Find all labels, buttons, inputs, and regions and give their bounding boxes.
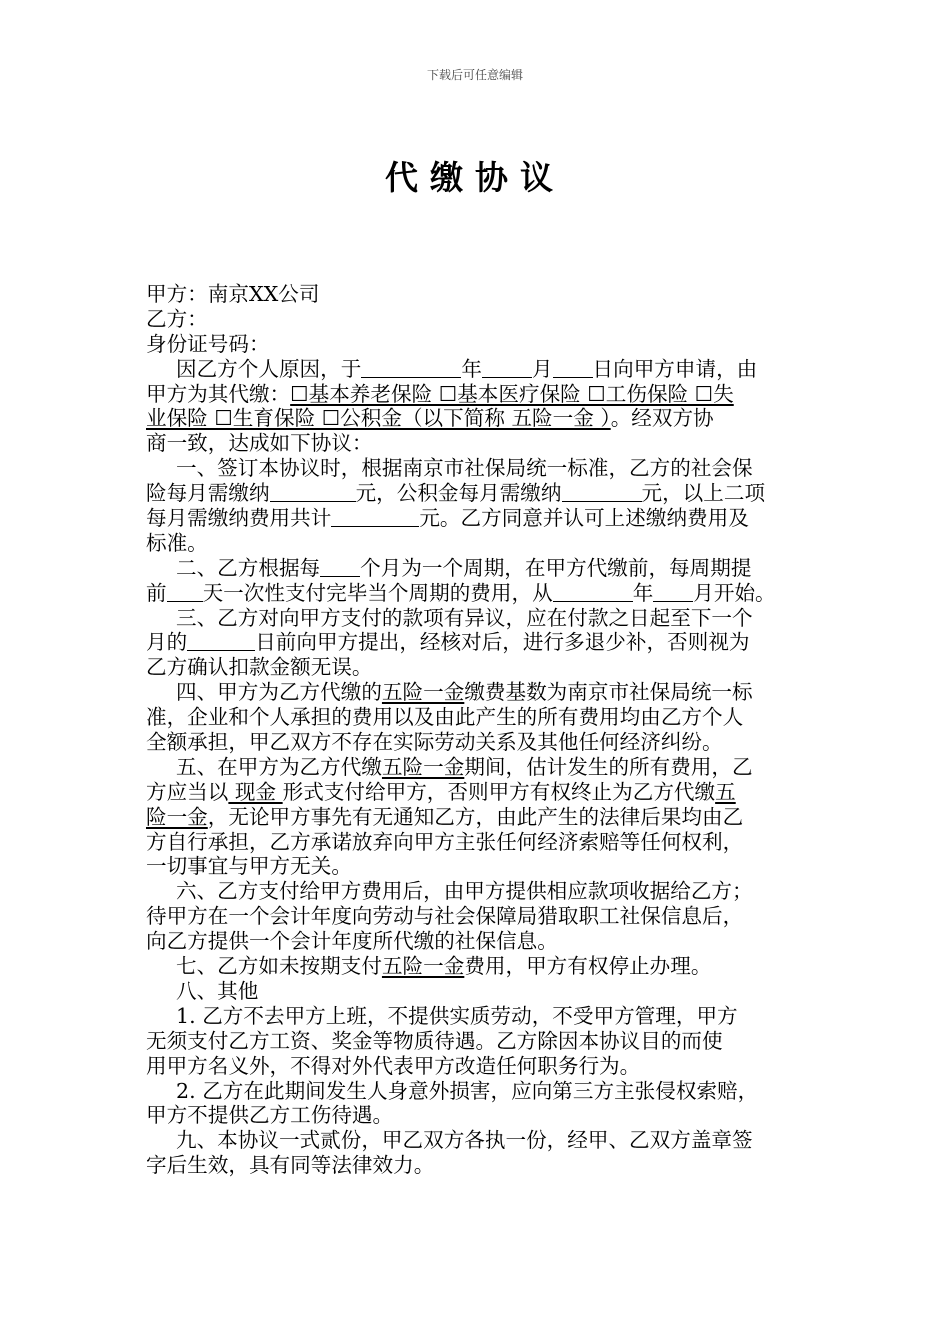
clause-1-line: 一、签订本协议时，根据南京市社保局统一标准，乙方的社会保 bbox=[176, 456, 753, 481]
clause-3-line: 乙方确认扣款金额无误。 bbox=[146, 655, 373, 680]
document-title: 代缴协议 bbox=[385, 158, 565, 197]
clause-text: 元，公积金每月需缴纳 bbox=[355, 481, 562, 506]
social-insurance-amount-blank[interactable] bbox=[270, 481, 356, 502]
intro-text: 甲方为其代缴： bbox=[146, 381, 291, 406]
clause-text: 元。乙方同意并认可上述缴纳费用及 bbox=[419, 506, 749, 531]
id-number-line: 身份证号码： bbox=[146, 331, 270, 356]
underlined-term: 五险一金 bbox=[381, 680, 465, 705]
start-year-blank[interactable] bbox=[553, 581, 633, 602]
clause-text: 元，以上二项 bbox=[641, 481, 766, 506]
year-blank[interactable] bbox=[361, 357, 461, 378]
clause-5-line bbox=[146, 780, 808, 805]
intro-text: 年 bbox=[461, 356, 482, 381]
clause-1-line bbox=[146, 506, 808, 531]
clause-text: 五、在甲方为乙方代缴 bbox=[176, 754, 382, 779]
clause-text: 七、乙方如未按期支付 bbox=[176, 954, 382, 979]
clause-text: 四、甲方为乙方代缴的 bbox=[176, 680, 382, 705]
clause-3-line: 三、乙方对向甲方支付的款项有异议，应在付款之日起至下一个 bbox=[176, 605, 753, 630]
month-blank[interactable] bbox=[482, 357, 532, 378]
clause-text: 日前向甲方提出，经核对后，进行多退少补，否则视为 bbox=[255, 630, 750, 655]
clause-4-line: 全额承担，甲乙双方不存在实际劳动关系及其他任何经济纠纷。 bbox=[146, 730, 723, 755]
underlined-term: 险一金 bbox=[146, 804, 208, 829]
clause-8-item: 甲方不提供乙方工伤待遇。 bbox=[146, 1103, 394, 1128]
clause-text: 形式支付给甲方，否则甲方有权终止为乙方代缴 bbox=[282, 779, 716, 804]
clause-4-line: 准，企业和个人承担的费用以及由此产生的所有费用均由乙方个人 bbox=[146, 705, 744, 730]
clause-text: 二、乙方根据每 bbox=[176, 555, 321, 580]
clause-text: 期间，估计发生的所有费用，乙 bbox=[464, 754, 753, 779]
clause-6-line: 待甲方在一个会计年度向劳动与社会保障局猎取职工社保信息后， bbox=[146, 904, 744, 929]
clause-8-item: 无须支付乙方工资、奖金等物质待遇。乙方除因本协议目的而使 bbox=[146, 1028, 723, 1053]
header-note: 下载后可任意编辑 bbox=[426, 68, 523, 82]
clause-5-line bbox=[146, 805, 808, 830]
intro-text: 。经双方协 bbox=[610, 406, 714, 431]
clause-5-line: 方自行承担，乙方承诺放弃向甲方主张任何经济索赔等任何权利， bbox=[146, 829, 744, 854]
party-a-line: 甲方：南京XX公司 bbox=[146, 282, 320, 306]
underlined-term: 五 bbox=[715, 779, 736, 804]
clause-text: 前 bbox=[146, 580, 167, 605]
clause-text: 年 bbox=[632, 580, 654, 605]
underlined-term: 五险一金 bbox=[381, 954, 465, 979]
clause-1-line bbox=[146, 481, 808, 506]
clause-8-title: 八、其他 bbox=[176, 978, 259, 1003]
intro-line: 商一致，达成如下协议： bbox=[146, 431, 373, 456]
clause-5-line bbox=[146, 755, 808, 780]
clause-text: 每月需缴纳费用共计 bbox=[146, 506, 332, 531]
agreement-body bbox=[146, 282, 808, 1178]
start-month-blank[interactable] bbox=[653, 581, 693, 602]
clause-text: 月的 bbox=[146, 630, 188, 655]
clause-8-item: 2. 乙方在此期间发生人身意外损害，应向第三方主张侵权索赔， bbox=[176, 1078, 759, 1103]
day-blank[interactable] bbox=[553, 357, 593, 378]
clause-5-line: 一切事宜与甲方无关。 bbox=[146, 854, 352, 879]
total-amount-blank[interactable] bbox=[331, 506, 419, 527]
clause-text: 方应当以 bbox=[146, 779, 229, 804]
objection-day-blank[interactable] bbox=[187, 630, 255, 651]
payment-method: 现金 bbox=[228, 779, 283, 804]
clause-text: 费用，甲方有权停止办理。 bbox=[464, 954, 712, 979]
party-b-line: 乙方： bbox=[146, 306, 208, 331]
clause-2-line bbox=[146, 581, 808, 606]
intro-text: 日向甲方申请，由 bbox=[592, 356, 758, 381]
clause-text: 险每月需缴纳 bbox=[146, 481, 270, 506]
intro-text: 因乙方个人原因，于 bbox=[176, 356, 362, 381]
clause-text: 月开始。 bbox=[693, 580, 776, 605]
housing-fund-amount-blank[interactable] bbox=[562, 481, 642, 502]
clause-2-line bbox=[146, 556, 808, 581]
clause-6-line: 向乙方提供一个会计年度所代缴的社保信息。 bbox=[146, 929, 558, 954]
clause-7-line bbox=[146, 954, 808, 979]
clause-8-item: 用甲方名义外，不得对外代表甲方改造任何职务行为。 bbox=[146, 1053, 641, 1078]
insurance-options: ☐基本养老保险 ☐基本医疗保险 ☐工伤保险 ☐失 bbox=[290, 381, 734, 406]
intro-line bbox=[146, 382, 808, 407]
clause-text: 天一次性支付完毕当个周期的费用，从 bbox=[202, 580, 553, 605]
cycle-months-blank[interactable] bbox=[320, 556, 360, 577]
clause-9-line: 九、本协议一式贰份，甲乙双方各执一份，经甲、乙双方盖章签 bbox=[176, 1128, 753, 1153]
clause-3-line bbox=[146, 630, 808, 655]
clause-text: 个月为一个周期，在甲方代缴前，每周期提 bbox=[360, 555, 752, 580]
underlined-term: 五险一金 bbox=[381, 754, 465, 779]
days-before-blank[interactable] bbox=[167, 581, 203, 602]
clause-8-item: 1. 乙方不去甲方上班，不提供实质劳动，不受甲方管理，甲方 bbox=[176, 1003, 738, 1028]
clause-9-line: 字后生效，具有同等法律效力。 bbox=[146, 1153, 435, 1178]
insurance-options: 业保险 ☐生育保险 ☐公积金（以下简称 五险一金 ） bbox=[146, 406, 611, 431]
clause-6-line: 六、乙方支付给甲方费用后，由甲方提供相应款项收据给乙方； bbox=[176, 879, 753, 904]
intro-line bbox=[146, 357, 808, 382]
clause-4-line bbox=[146, 680, 808, 705]
intro-text: 月 bbox=[531, 356, 553, 381]
clause-text: ，无论甲方事先有无通知乙方，由此产生的法律后果均由乙 bbox=[207, 804, 744, 829]
clause-text: 缴费基数为南京市社保局统一标 bbox=[464, 680, 753, 705]
clause-1-line: 标准。 bbox=[146, 530, 208, 555]
intro-line bbox=[146, 406, 808, 431]
